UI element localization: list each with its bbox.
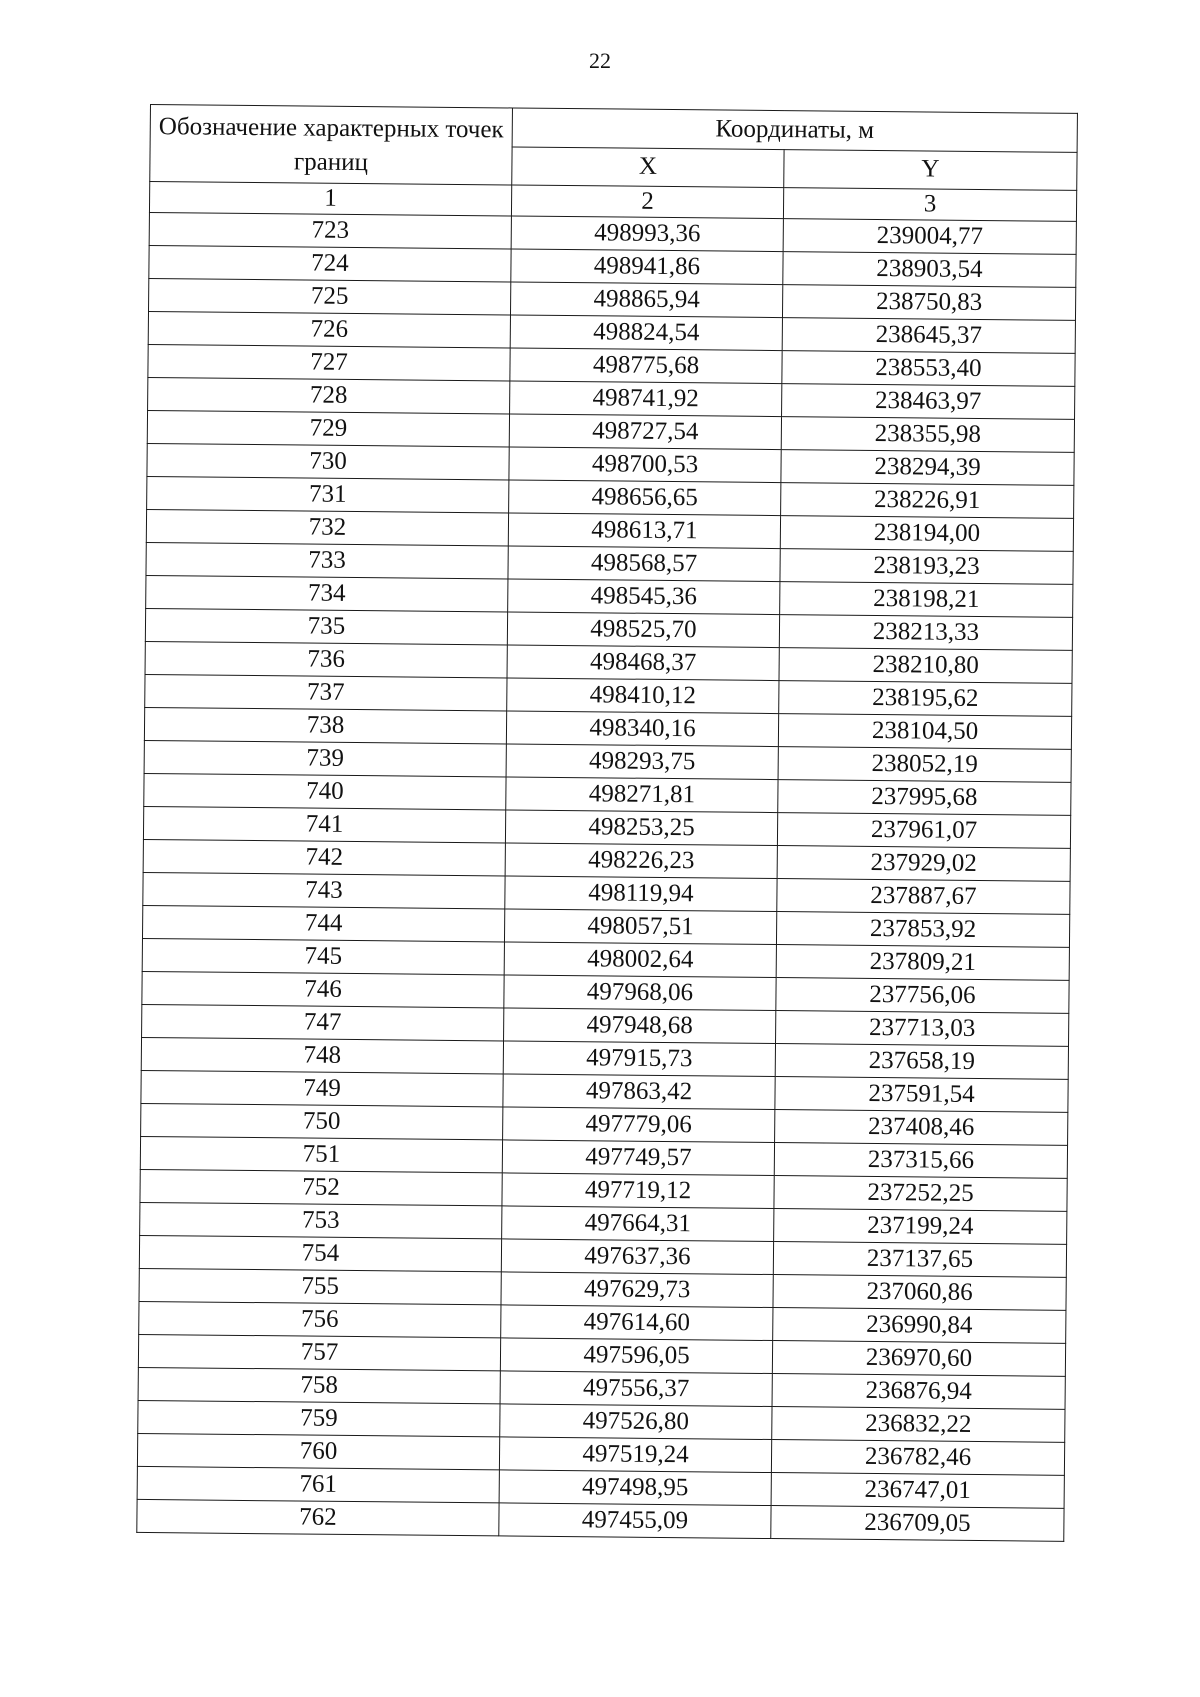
- x-cell: 497519,24: [499, 1437, 771, 1473]
- point-cell: 756: [139, 1301, 501, 1337]
- point-cell: 759: [138, 1400, 500, 1436]
- x-cell: 497948,68: [504, 1008, 776, 1044]
- y-cell: 236970,60: [772, 1341, 1065, 1377]
- y-cell: 236832,22: [772, 1407, 1065, 1443]
- y-cell: 238294,39: [781, 450, 1074, 486]
- x-cell: 497637,36: [501, 1239, 773, 1275]
- point-cell: 740: [144, 773, 506, 809]
- x-cell: 498002,64: [504, 942, 776, 978]
- x-cell: 498226,23: [505, 843, 777, 879]
- x-cell: 498340,16: [506, 711, 778, 747]
- point-cell: 728: [148, 377, 510, 413]
- x-cell: 497749,57: [502, 1140, 774, 1176]
- x-cell: 497915,73: [503, 1041, 775, 1077]
- x-cell: 498410,12: [507, 678, 779, 714]
- y-cell: 238210,80: [779, 648, 1072, 684]
- point-cell: 726: [148, 311, 510, 347]
- y-cell: 238553,40: [782, 351, 1075, 387]
- y-cell: 236990,84: [773, 1308, 1066, 1344]
- x-cell: 498119,94: [505, 876, 777, 912]
- y-cell: 238193,23: [780, 549, 1073, 585]
- y-cell: 237713,03: [776, 1011, 1069, 1047]
- y-cell: 237809,21: [776, 945, 1069, 981]
- header-coordinates: Координаты, м: [512, 108, 1077, 152]
- x-cell: 498775,68: [510, 348, 782, 384]
- y-cell: 238355,98: [781, 417, 1074, 453]
- header-points: Обозначение характерных точек границ: [150, 105, 513, 185]
- y-cell: 237756,06: [776, 978, 1069, 1014]
- page-number: 22: [589, 48, 611, 73]
- x-cell: 497526,80: [500, 1404, 772, 1440]
- point-cell: 758: [138, 1367, 500, 1403]
- y-cell: 237252,25: [774, 1176, 1067, 1212]
- column-number: 2: [511, 185, 783, 219]
- point-cell: 724: [149, 245, 511, 281]
- point-cell: 753: [140, 1202, 502, 1238]
- y-cell: 238750,83: [782, 285, 1075, 321]
- y-cell: 238194,00: [780, 516, 1073, 552]
- point-cell: 739: [144, 740, 506, 776]
- column-number: 3: [783, 188, 1076, 222]
- point-cell: 735: [145, 608, 507, 644]
- x-cell: 498700,53: [509, 447, 781, 483]
- y-cell: 238198,21: [780, 582, 1073, 618]
- y-cell: 238052,19: [778, 747, 1071, 783]
- y-cell: 238645,37: [782, 318, 1075, 354]
- point-cell: 757: [138, 1334, 500, 1370]
- x-cell: 497498,95: [499, 1470, 771, 1506]
- point-cell: 737: [145, 674, 507, 710]
- point-cell: 751: [140, 1136, 502, 1172]
- y-cell: 238213,33: [779, 615, 1072, 651]
- x-cell: 498545,36: [508, 579, 780, 615]
- point-cell: 760: [137, 1433, 499, 1469]
- y-cell: 237408,46: [775, 1110, 1068, 1146]
- x-cell: 498568,57: [508, 546, 780, 582]
- y-cell: 237199,24: [774, 1209, 1067, 1245]
- y-cell: 237961,07: [777, 813, 1070, 849]
- y-cell: 237995,68: [778, 780, 1071, 816]
- y-cell: 239004,77: [783, 219, 1076, 255]
- x-cell: 497719,12: [502, 1173, 774, 1209]
- x-cell: 497664,31: [502, 1206, 774, 1242]
- x-cell: 498057,51: [504, 909, 776, 945]
- point-cell: 748: [141, 1037, 503, 1073]
- x-cell: 498253,25: [505, 810, 777, 846]
- x-cell: 497614,60: [501, 1305, 773, 1341]
- point-cell: 732: [146, 509, 508, 545]
- y-cell: 236747,01: [771, 1473, 1064, 1509]
- point-cell: 734: [146, 575, 508, 611]
- y-cell: 237853,92: [776, 912, 1069, 948]
- header-x: X: [512, 146, 784, 187]
- x-cell: 497629,73: [501, 1272, 773, 1308]
- table-body: [137, 212, 1077, 1541]
- y-cell: 237591,54: [775, 1077, 1068, 1113]
- x-cell: 497455,09: [499, 1503, 771, 1539]
- point-cell: 755: [139, 1268, 501, 1304]
- x-cell: 498865,94: [510, 282, 782, 318]
- x-cell: 498293,75: [506, 744, 778, 780]
- y-cell: 238104,50: [778, 714, 1071, 750]
- x-cell: 497596,05: [500, 1338, 772, 1374]
- x-cell: 498824,54: [510, 315, 782, 351]
- x-cell: 498656,65: [509, 480, 781, 516]
- y-cell: 237658,19: [775, 1044, 1068, 1080]
- point-cell: 743: [143, 872, 505, 908]
- x-cell: 497556,37: [500, 1371, 772, 1407]
- table-header: [149, 105, 1077, 222]
- y-cell: 236782,46: [771, 1440, 1064, 1476]
- point-cell: 744: [142, 905, 504, 941]
- y-cell: 238903,54: [783, 252, 1076, 288]
- point-cell: 754: [139, 1235, 501, 1271]
- x-cell: 498271,81: [506, 777, 778, 813]
- point-cell: 723: [149, 212, 511, 248]
- x-cell: 498741,92: [510, 381, 782, 417]
- y-cell: 236876,94: [772, 1374, 1065, 1410]
- x-cell: 497863,42: [503, 1074, 775, 1110]
- x-cell: 497779,06: [503, 1107, 775, 1143]
- point-cell: 730: [147, 443, 509, 479]
- x-cell: 498941,86: [511, 249, 783, 285]
- x-cell: 498993,36: [511, 216, 783, 252]
- y-cell: 238463,97: [782, 384, 1075, 420]
- x-cell: 498468,37: [507, 645, 779, 681]
- point-cell: 736: [145, 641, 507, 677]
- point-cell: 727: [148, 344, 510, 380]
- point-cell: 747: [142, 1004, 504, 1040]
- x-cell: 497968,06: [504, 975, 776, 1011]
- point-cell: 733: [146, 542, 508, 578]
- x-cell: 498613,71: [508, 513, 780, 549]
- point-cell: 762: [137, 1499, 499, 1535]
- y-cell: 238226,91: [781, 483, 1074, 519]
- header-y: Y: [784, 149, 1077, 190]
- point-cell: 741: [143, 806, 505, 842]
- point-cell: 745: [142, 938, 504, 974]
- coordinates-table: [136, 104, 1078, 1542]
- point-cell: 731: [147, 476, 509, 512]
- point-cell: 750: [141, 1103, 503, 1139]
- x-cell: 498727,54: [509, 414, 781, 450]
- y-cell: 237929,02: [777, 846, 1070, 882]
- coordinates-table-container: [136, 104, 1077, 1542]
- column-number: 1: [149, 182, 511, 216]
- point-cell: 746: [142, 971, 504, 1007]
- y-cell: 237887,67: [777, 879, 1070, 915]
- point-cell: 749: [141, 1070, 503, 1106]
- point-cell: 742: [143, 839, 505, 875]
- y-cell: 237137,65: [773, 1242, 1066, 1278]
- y-cell: 236709,05: [771, 1506, 1064, 1542]
- y-cell: 237315,66: [774, 1143, 1067, 1179]
- point-cell: 761: [137, 1466, 499, 1502]
- y-cell: 238195,62: [779, 681, 1072, 717]
- point-cell: 725: [149, 278, 511, 314]
- point-cell: 729: [147, 410, 509, 446]
- y-cell: 237060,86: [773, 1275, 1066, 1311]
- point-cell: 752: [140, 1169, 502, 1205]
- x-cell: 498525,70: [507, 612, 779, 648]
- point-cell: 738: [144, 707, 506, 743]
